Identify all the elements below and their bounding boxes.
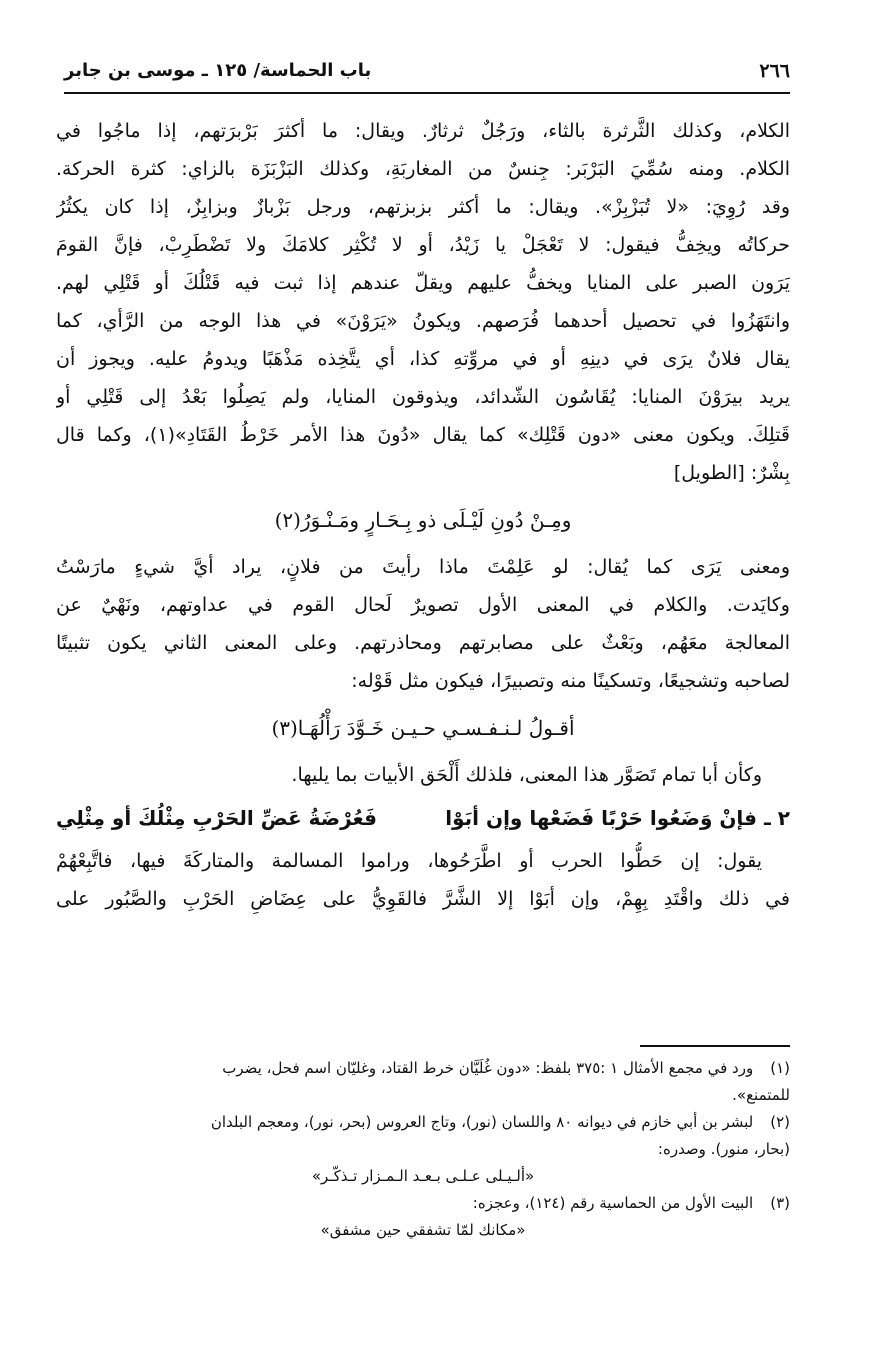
text-line: يقال فلانٌ يرَى في دينِهِ أو في مروِّتهِ كذا، أي يتَّخِذه مَذْهَبًا ويدومُ عليه. ويجوز أن bbox=[56, 348, 790, 370]
text-line: الكلام. ومنه سُمِّيَ البَرْبَر: جِنسٌ من المغاربَةِ، وكذلك البَزْبَزَة بالزاي: كثرة الحركة. bbox=[56, 158, 790, 180]
footnote-number: (٣) bbox=[770, 1194, 790, 1212]
text-line: ومعنى يَرَى كما يُقال: لو عَلِمْتَ ماذا رأيتَ من فلانٍ، يراد أيَّ شيءٍ مارَسْتُ bbox=[56, 556, 790, 578]
footnote-2 bbox=[56, 1109, 790, 1136]
footnote-1 bbox=[56, 1055, 790, 1082]
text-line: وكايَدت. والكلام في المعنى الأول تصويرٌ لَحال القوم في عداوتهم، ونَهْيٌ عن bbox=[56, 594, 790, 616]
footnote-verse: «ألـيـلى عـلـى بـعـد الـمـزار تـذكّـر» bbox=[311, 1167, 535, 1185]
footnote-text: للمتمنع». bbox=[732, 1086, 790, 1104]
page-number: ٢٦٦ bbox=[759, 60, 790, 82]
footnote-text: ورد في مجمع الأمثال ١ :٣٧٥ بلفظ: «دون غُلَيَّان خرط القتاد، وغليّان اسم فحل، يضرب bbox=[222, 1059, 754, 1077]
text-line: المعالجة معَهُم، وبَعْثٌ على مصابرتهم ومحاذرتهم. وعلى المعنى الثاني يكون تثبيتًا bbox=[56, 632, 790, 654]
text-line: لصاحبه وتشجيعًا، وتسكينًا منه وتصبيرًا، فيكون مثل قَوْله: bbox=[351, 670, 790, 692]
verse-heading bbox=[56, 794, 790, 842]
footnote-verse: «مكانك لمّا تشفقي حين مشفق» bbox=[320, 1221, 526, 1239]
running-title: باب الحماسة/ ١٢٥ ـ موسى بن جابر bbox=[64, 60, 372, 81]
text-line: بِشْرٌ: [الطويل] bbox=[673, 462, 790, 484]
text-line: وقد رُوِيَ: «لا تُبَزْبِزْ». ويقال: ما أكثر بزبزتهم، ورجل بَزْبازٌ وبزابِزٌ، إذا كان يكثُرُ bbox=[56, 196, 790, 218]
poetry-verse: أقـولُ لـنـفـسـي حـيـن خَـوَّدَ رَأْلُهَـا(٣) bbox=[271, 716, 575, 740]
footnote-number: (١) bbox=[770, 1059, 790, 1077]
text-line: يقول: إن حَطُّوا الحرب أو اطَّرَحُوها، وراموا المسالمة والمتاركَةَ فيها، فاتَّبِعْهُمْ bbox=[56, 850, 762, 872]
footnote-text: (بحار، منور). وصدره: bbox=[657, 1140, 790, 1158]
poetry-verse: ومِـنْ دُونِ لَيْـلَى ذو بِـحَـارٍ ومَـنْـوَرُ(٢) bbox=[274, 508, 572, 532]
text-line: في ذلك واقْتَدِ بِهِمْ، وإن أبَوْا إلا الشَّرَّ فالقَوِيُّ على عِضَاضِ الحَرْبِ والصَّبُور على bbox=[56, 888, 790, 910]
page-header bbox=[64, 56, 790, 96]
footnote-3 bbox=[56, 1190, 790, 1217]
footnotes bbox=[56, 1045, 790, 1244]
text-line: حركاتُه ويخِفُّ فيقول: لا تَعْجَلْ يا زَيْدُ، أو لا تُكْثِر كلامَكَ ولا تَضْطَرِبْ، فإنَّ القومَ bbox=[56, 234, 790, 256]
text-line: يَرَون الصبر على المنايا ويخفُّ عليهم ويقلّ عندهم إذا ثبت فيه قَتْلُكَ أو قَتْلِي لهم. bbox=[56, 272, 790, 294]
text-line: قَتلِكَ. ويكون معنى «دون قَتْلِك» كما يقال «دُونَ هذا الأمر خَرْطُ القَتَادِ»(١)، وكما قال bbox=[56, 424, 790, 446]
verse-first-hemistich: ٢ ـ فإنْ وَضَعُوا حَرْبًا فَضَعْها وإن أبَوْا bbox=[445, 806, 790, 830]
text-line: وانتَهَزُوا في تحصيل أحدهما فُرَصهم. ويكونُ «يَرَوْنَ» في هذا الوجه من الرَّأي، كما bbox=[56, 310, 790, 332]
text-line: وكأن أبا تمام تَصَوَّر هذا المعنى، فلذلك أَلْحَق الأبيات بما يليها. bbox=[291, 764, 762, 786]
main-text bbox=[56, 112, 790, 918]
footnote-number: (٢) bbox=[770, 1113, 790, 1131]
footnote-text: البيت الأول من الحماسية رقم (١٢٤)، وعجزه: bbox=[472, 1194, 754, 1212]
text-line: الكلام، وكذلك الثَّرثرة بالثاء، ورَجُلٌ ثرثارٌ. ويقال: ما أكثرَ بَرْبرَتهم، إذا ماجُوا في bbox=[56, 120, 790, 142]
header-rule bbox=[64, 92, 790, 94]
footnote-text: لبشر بن أبي خازم في ديوانه ٨٠ واللسان (نور)، وتاج العروس (بحر، نور)، ومعجم البلدان bbox=[210, 1113, 754, 1131]
text-line: يريد بيرَوْنَ المنايا: يُقَاسُون الشّدائد، ويذوقون المنايا، ولم يَصِلُوا بَعْدُ إلى قَتْلِي أو bbox=[56, 386, 790, 408]
verse-second-hemistich: فَعُرْضَةُ عَضِّ الحَرْبِ مِثْلُكَ أو مِثْلِي bbox=[56, 806, 377, 830]
